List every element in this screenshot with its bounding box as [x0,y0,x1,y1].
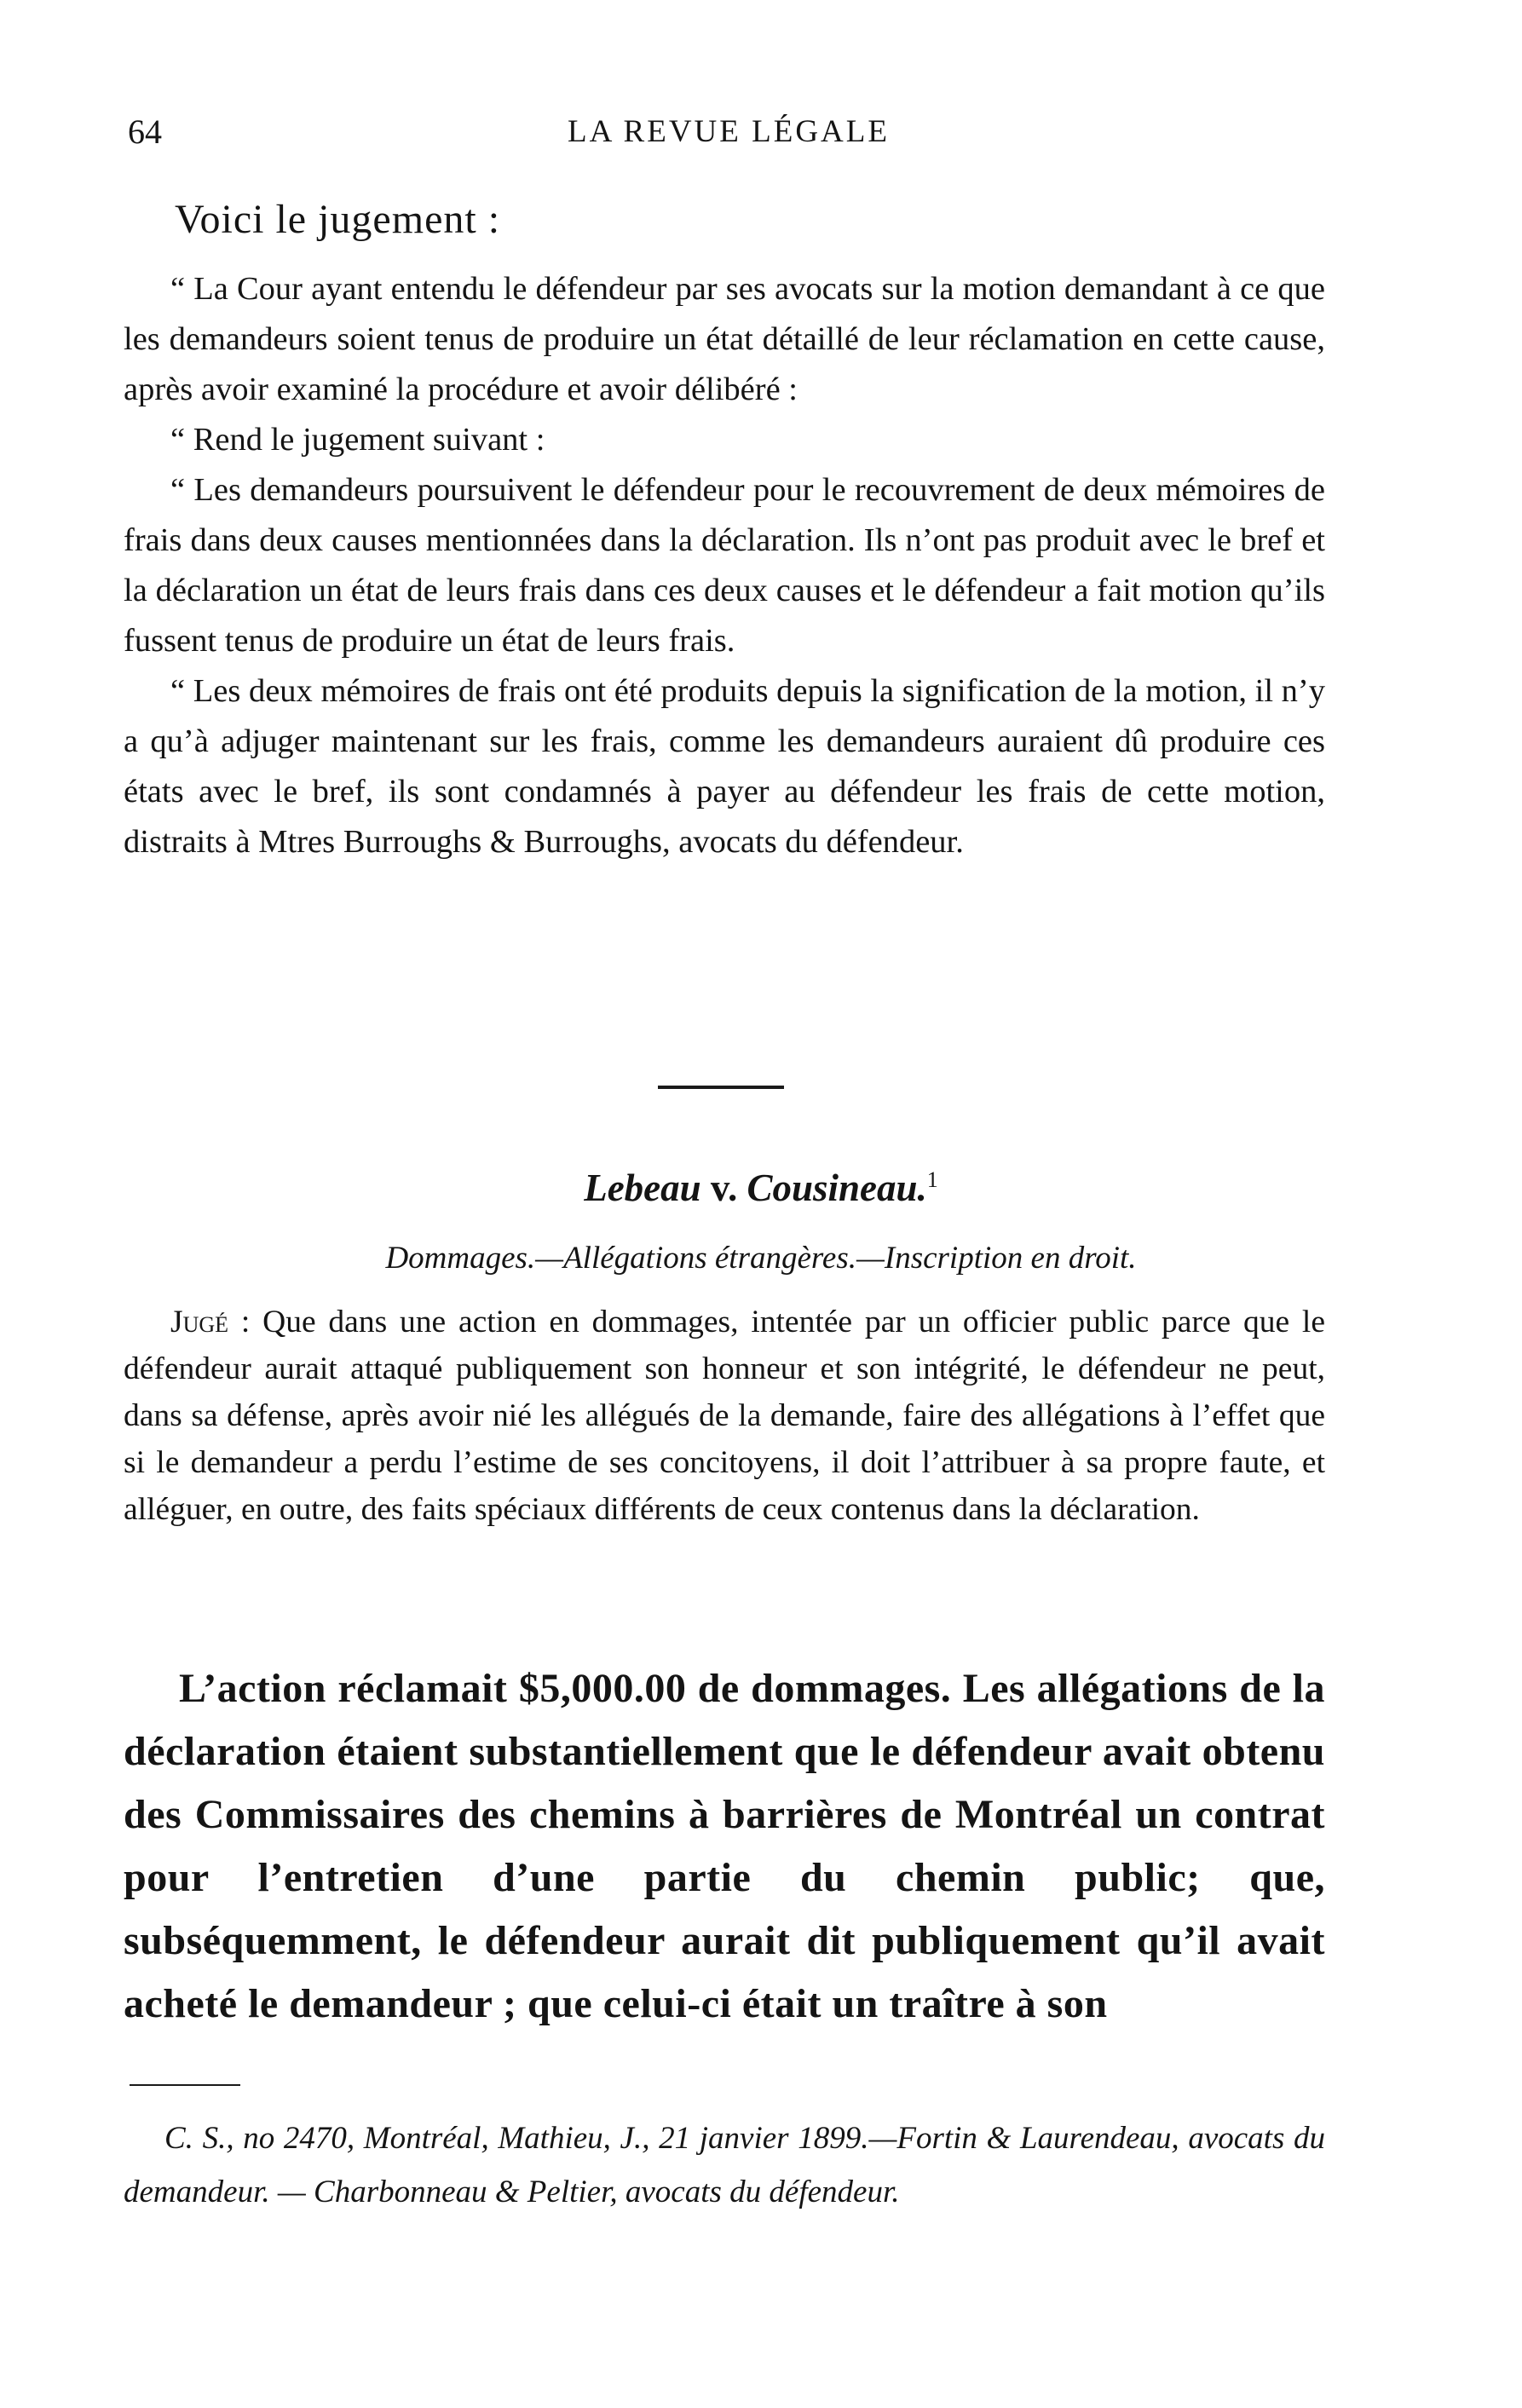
case-body: L’action réclamait $5,000.00 de dommages. Les allégations de la déclaration étaient substantiellement que le défendeur avait obtenu des Commissaires des chemins à barrières de Montréal un contrat pour l’entretien d’une partie du chemin public; que, subséquemment, le défendeur aurait dit publiquement qu’il avait acheté le demandeur ; que celui-ci était un traître à son [124,1666,1325,2026]
case-holding [124,1299,1325,1533]
judgment-text [124,264,1325,867]
judgment-paragraph: “ Les demandeurs poursuivent le défendeur pour le recouvrement de deux mémoires de frais dans deux causes mentionnées dans la déclaration. Ils n’ont pas produit avec le bref et la déclaration un état de leurs frais dans ces deux causes et le défendeur a fait motion qu’ils fussent tenus de produire un état de leurs frais. [124,472,1325,659]
judgment-heading: Voici le jugement : [175,197,501,242]
judgment-paragraph: “ La Cour ayant entendu le défendeur par ses avocats sur la motion demandant à ce que les demandeurs soient tenus de produire un état détaillé de leur réclamation en cette cause, après avoir examiné la procédure et avoir délibéré : [124,271,1325,407]
holding-text: Que dans une action en dommages, intentée par un officier public parce que le défendeur aurait attaqué publiquement son honneur et son intégrité, le défendeur ne peut, dans sa défense, après avoir nié les allégués de la demande, faire des allégations à l’effet que si le demandeur a perdu l’estime de ses concitoyens, il doit l’attribuer à sa propre faute, et alléguer, en outre, des faits spéciaux différents de ceux contenus dans la déclaration. [124,1305,1325,1527]
section-divider [658,1086,784,1089]
page-header [128,111,1329,162]
running-head: LA REVUE LÉGALE [568,114,890,149]
page-number: 64 [128,112,162,151]
case-defendant: Cousineau. [747,1167,927,1209]
case-plaintiff: Lebeau [584,1167,701,1209]
footnote: C. S., no 2470, Montréal, Mathieu, J., 21 janvier 1899.—Fortin & Laurendeau, avocats du demandeur. — Charbonneau & Peltier, avocats du défendeur. [124,2121,1325,2209]
judgment-paragraph: “ Rend le jugement suivant : [170,422,545,458]
case-title [0,1155,1522,1213]
judgment-paragraph: “ Les deux mémoires de frais ont été produits depuis la signification de la motion, il n’y a qu’à adjuger maintenant sur les frais, comme les demandeurs auraient dû produire ces états avec le bref, ils sont condamnés à payer au défendeur les frais de cette motion, distraits à Mtres Burroughs & Burroughs, avocats du défendeur. [124,673,1325,860]
case-versus: v. [710,1167,738,1209]
footnote-marker: 1 [926,1167,938,1192]
case-subjects: Dommages.—Allégations étrangères.—Inscription en droit. [385,1241,1137,1276]
footnote-rule [130,2084,240,2086]
holding-lead: Jugé : [170,1305,251,1339]
